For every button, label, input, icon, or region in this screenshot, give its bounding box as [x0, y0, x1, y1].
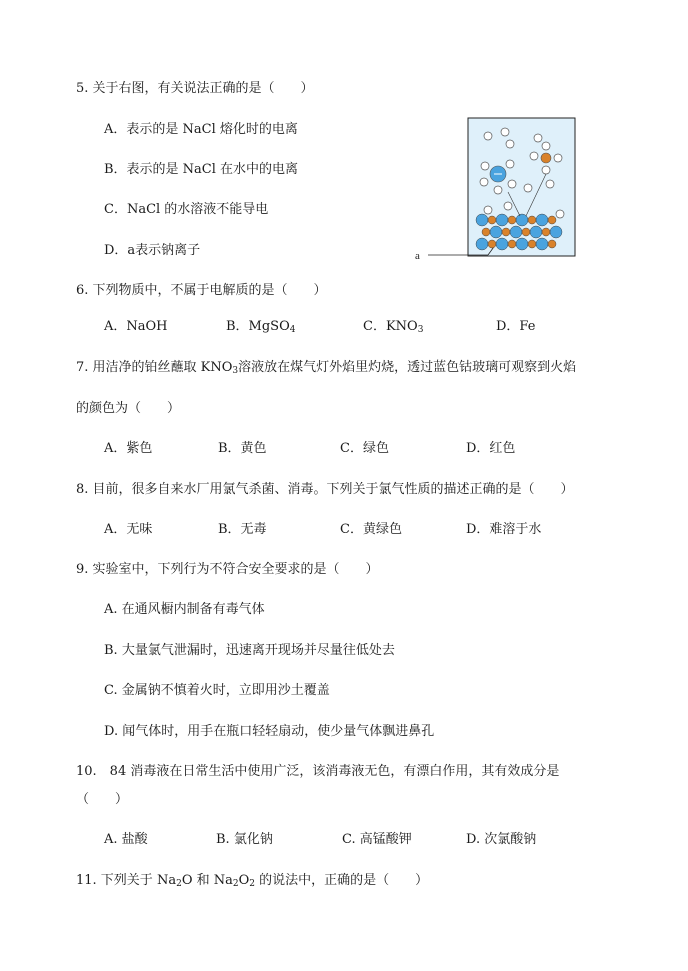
- q8-option-d: D．难溶于水: [466, 522, 542, 537]
- q9-option-d: D. 闻气体时，用手在瓶口轻轻扇动，使少量气体飘进鼻孔: [104, 724, 435, 739]
- q8-option-a: A．无味: [104, 522, 153, 537]
- question-11-stem: 11. 下列关于 $Na_2O$ 和 $Na_2O_2$ 的说法中，正确的是（ ）: [76, 873, 429, 889]
- question-6-stem: 6. 下列物质中，不属于电解质的是（ ）: [76, 283, 327, 298]
- figure-label-a: a: [415, 250, 420, 262]
- q7-option-a: A．紫色: [104, 441, 153, 456]
- q10-option-d: D. 次氯酸钠: [466, 832, 537, 847]
- question-7-stem-line2: 的颜色为（ ）: [76, 401, 181, 416]
- question-5-stem: 5. 关于右图，有关说法正确的是（ ）: [76, 81, 314, 96]
- q8-option-b: B．无毒: [218, 522, 267, 537]
- question-10-stem-line2: （ ）: [76, 792, 129, 807]
- q9-option-c: C. 金属钠不慎着火时，立即用沙土覆盖: [104, 683, 330, 698]
- q5-option-d: D．a表示钠离子: [104, 243, 201, 258]
- nacl-dissolution-figure: [410, 116, 578, 264]
- q7-option-b: B．黄色: [218, 441, 267, 456]
- q7-option-d: D．红色: [466, 441, 516, 456]
- q9-option-b: B. 大量氯气泄漏时，迅速离开现场并尽量往低处去: [104, 643, 395, 658]
- question-10-stem: 10. 84 消毒液在日常生活中使用广泛，该消毒液无色，有漂白作用，其有效成分是: [76, 764, 560, 779]
- q8-option-c: C．黄绿色: [340, 522, 402, 537]
- q6-option-d: D．Fe: [496, 319, 536, 334]
- beaker-diagram: [410, 116, 578, 264]
- question-9-stem: 9. 实验室中，下列行为不符合安全要求的是（ ）: [76, 562, 379, 577]
- q10-option-c: C. 高锰酸钾: [342, 832, 412, 847]
- q10-option-b: B. 氯化钠: [216, 832, 273, 847]
- q6-option-c: C．$KNO_3$: [363, 319, 424, 335]
- q7-option-c: C．绿色: [340, 441, 389, 456]
- q5-option-c: C．NaCl 的水溶液不能导电: [104, 202, 269, 217]
- question-7-stem: 7. 用洁净的铂丝蘸取 $KNO_3$溶液放在煤气灯外焰里灼烧，透过蓝色钴玻璃可观察到火焰: [76, 360, 577, 376]
- q5-option-b: B．表示的是 NaCl 在水中的电离: [104, 162, 299, 177]
- question-8-stem: 8. 目前，很多自来水厂用氯气杀菌、消毒。下列关于氯气性质的描述正确的是（ ）: [76, 482, 574, 497]
- q10-option-a: A. 盐酸: [104, 832, 148, 847]
- q5-option-a: A．表示的是 NaCl 熔化时的电离: [104, 122, 298, 137]
- q9-option-a: A. 在通风橱内制备有毒气体: [104, 602, 265, 617]
- q6-option-b: B．MgSO$_4$: [226, 319, 296, 335]
- q6-option-a: A．NaOH: [104, 319, 168, 334]
